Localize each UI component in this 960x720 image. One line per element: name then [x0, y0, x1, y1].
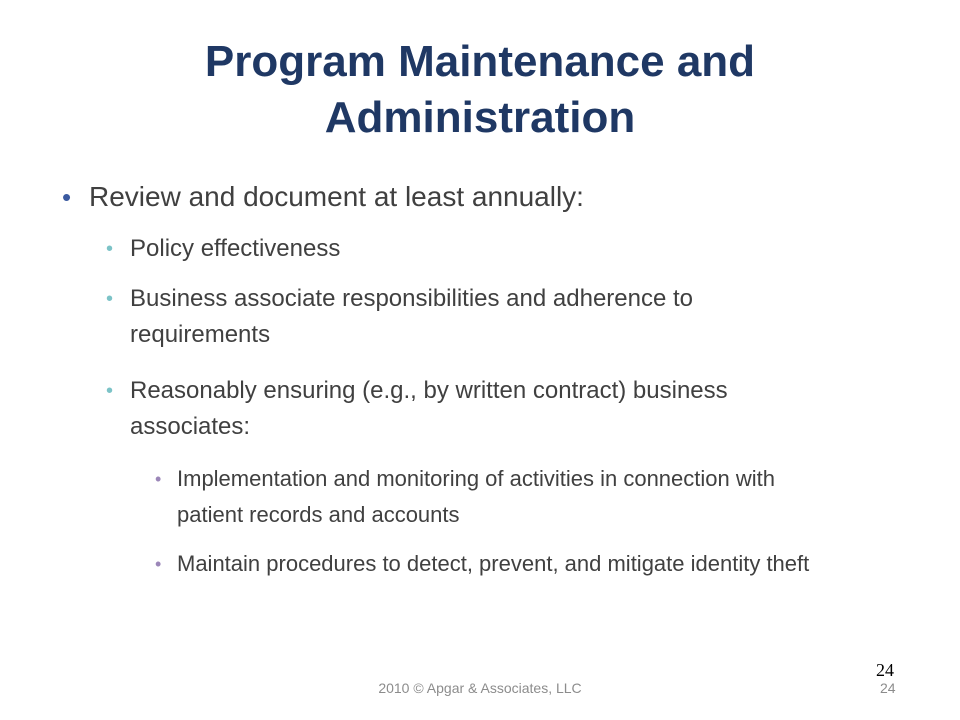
slide-title-line-1: Program Maintenance and — [204, 37, 756, 86]
bullet-item — [106, 373, 836, 445]
bullet-item — [155, 546, 815, 582]
bullet-item — [106, 281, 836, 353]
slide-title — [80, 34, 880, 146]
bullet-text: Business associate responsibilities and adherence to requirements — [130, 285, 694, 348]
bullet-dot-icon: • — [155, 469, 162, 489]
slide-number: 24 — [876, 660, 894, 680]
bullet-dot-icon: • — [106, 238, 114, 260]
footer-page-number: 24 — [880, 680, 896, 696]
bullet-text: Maintain procedures to detect, prevent, and mitigate identity theft — [177, 551, 810, 576]
footer-copyright: 2010 © Apgar & Associates, LLC — [378, 680, 582, 696]
bullet-item — [62, 180, 842, 214]
bullet-dot-icon: • — [106, 288, 114, 310]
bullet-text: Review and document at least annually: — [89, 181, 584, 212]
bullet-text: Policy effectiveness — [130, 235, 341, 262]
bullet-text: Reasonably ensuring (e.g., by written contract) business associates: — [130, 377, 728, 440]
bullet-text: Implementation and monitoring of activities in connection with patient records and accounts — [177, 466, 775, 527]
bullet-dot-icon: • — [155, 554, 162, 574]
bullet-item — [106, 231, 836, 267]
slide-title-line-2: Administration — [324, 93, 636, 142]
bullet-item — [155, 461, 815, 533]
bullet-dot-icon: • — [106, 380, 114, 402]
bullet-dot-icon: • — [62, 182, 72, 212]
